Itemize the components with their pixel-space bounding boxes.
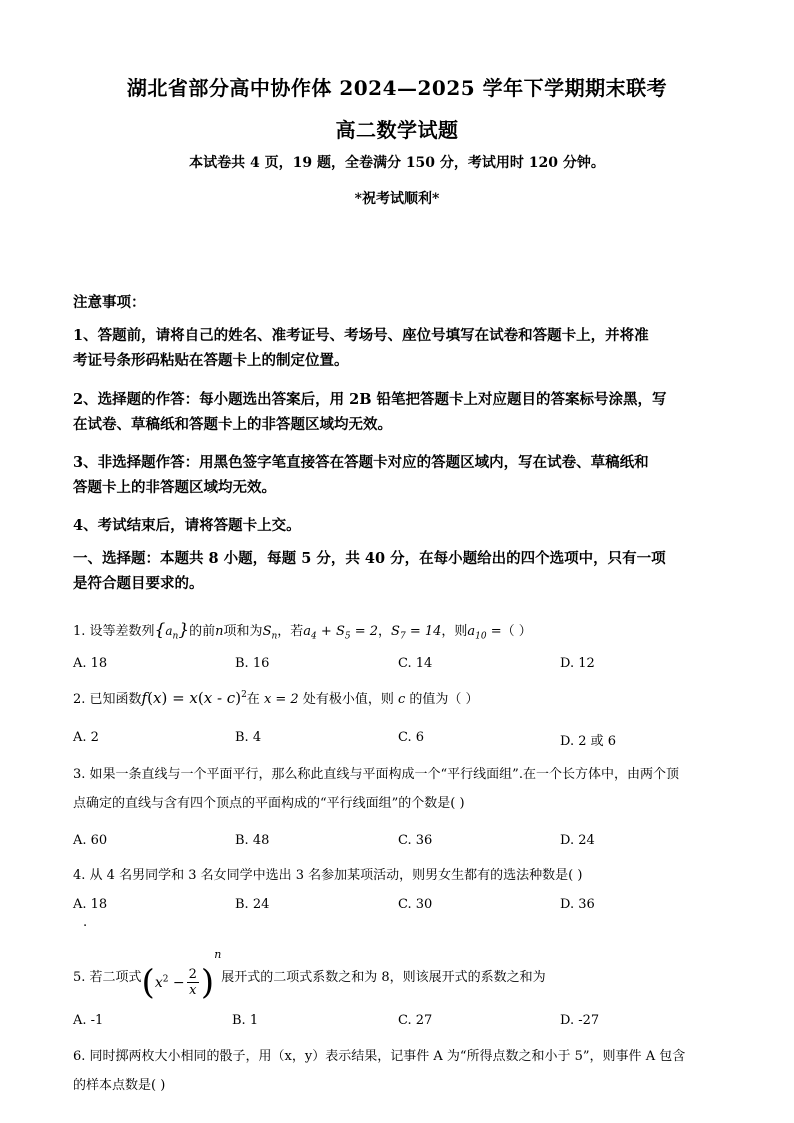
question-3-line-1: 3. 如果一条直线与一个平面平行，那么称此直线与平面构成一个“平行线面组”.在一个长方体中，由两个顶 xyxy=(73,767,679,782)
math-sn: $S_n$ xyxy=(262,624,278,642)
math-n: n xyxy=(215,624,224,639)
note-4: 4、考试结束后，请将答题卡上交。 xyxy=(73,517,301,534)
exam-wish: *祝考试顺利* xyxy=(354,191,440,207)
question-3-line-2: 点确定的直线与含有四个顶点的平面构成的“平行线面组”的个数是( ) xyxy=(73,796,465,811)
q1-option-b: B. 16 xyxy=(235,656,270,671)
section-1-heading-line-2: 是符合题目要求的。 xyxy=(73,575,204,592)
q5-option-d: D. -27 xyxy=(560,1013,600,1028)
q2-option-a: A. 2 xyxy=(73,730,99,745)
notes-heading: 注意事项： xyxy=(73,294,146,311)
q3-option-c: C. 36 xyxy=(398,833,433,848)
q4-option-a: A. 18 xyxy=(73,897,108,912)
note-2-line-1: 2、选择题的作答：每小题选出答案后，用 2B 铅笔把答题卡上对应题目的答案标号涂黑，写 xyxy=(73,391,667,408)
math-binomial: ($x^2$ − $\frac{2}{x}$ )$^n$ xyxy=(141,948,222,1003)
q5-option-a: A. -1 xyxy=(73,1013,104,1028)
note-3-line-1: 3、非选择题作答：用黑色签字笔直接答在答题卡对应的答题区域内，写在试卷、草稿纸和 xyxy=(73,454,649,471)
q2-option-b: B. 4 xyxy=(235,730,262,745)
exam-title: 湖北省部分高中协作体 2024—2025 学年下学期期末联考 xyxy=(126,76,668,100)
exam-info: 本试卷共 4 页，19 题，全卷满分 150 分，考试用时 120 分钟。 xyxy=(189,155,605,171)
math-condition-2: $S_7 = 14$ xyxy=(391,624,442,642)
question-2: 2. 已知函数f(x) = x(x - c)$^2$在 x = 2 处有极小值，则 c 的值为（ ） xyxy=(73,689,479,707)
question-1: 1. 设等差数列$\{a_n\}$的前n项和为$S_n$，若$a_4 + S_5 = 2$，$S_7 = 14$，则$a_{10}$ =（ ） xyxy=(73,620,532,642)
q1-option-d: D. 12 xyxy=(560,656,595,671)
q1-option-a: A. 18 xyxy=(73,656,108,671)
math-c: c xyxy=(393,692,410,707)
q3-option-a: A. 60 xyxy=(73,833,108,848)
note-3-line-2: 答题卡上的非答题区域均无效。 xyxy=(73,479,276,496)
sequence-symbol: $\{a_n\}$ xyxy=(154,620,190,642)
math-x-equals-2: x = 2 xyxy=(259,692,303,707)
math-condition-1: $a_4 + S_5 = 2$ xyxy=(303,624,379,642)
q4-option-c: C. 30 xyxy=(398,897,433,912)
question-5: 5. 若二项式($x^2$ − $\frac{2}{x}$ )$^n$展开式的二项式系数之和为 8，则该展开式的系数之和为 xyxy=(73,948,546,1003)
math-fraction: $\frac{2}{x}$ xyxy=(188,967,197,998)
q2-option-c: C. 6 xyxy=(398,730,425,745)
note-1-line-1: 1、答题前，请将自己的姓名、准考证号、考场号、座位号填写在试卷和答题卡上，并将准 xyxy=(73,327,649,344)
q2-option-d: D. 2 或 6 xyxy=(560,734,617,749)
exam-subtitle: 高二数学试题 xyxy=(335,118,459,142)
note-1-line-2: 考证号条形码粘贴在答题卡上的制定位置。 xyxy=(73,352,349,369)
q5-option-c: C. 27 xyxy=(398,1013,433,1028)
q3-option-b: B. 48 xyxy=(235,833,270,848)
math-a10: $a_{10}$ = xyxy=(467,624,502,642)
q4-option-b: B. 24 xyxy=(235,897,270,912)
math-function: f(x) = x(x - c)$^2$ xyxy=(141,689,247,707)
q1-option-c: C. 14 xyxy=(398,656,433,671)
question-6-line-1: 6. 同时掷两枚大小相同的骰子，用（x，y）表示结果，记事件 A 为“所得点数之和小于 5”，则事件 A 包含 xyxy=(73,1049,686,1064)
question-6-line-2: 的样本点数是( ) xyxy=(73,1078,166,1093)
section-1-heading-line-1: 一、选择题：本题共 8 小题，每题 5 分，共 40 分，在每小题给出的四个选项中，只有一项 xyxy=(73,550,666,567)
q3-option-d: D. 24 xyxy=(560,833,595,848)
question-4: 4. 从 4 名男同学和 3 名女同学中选出 3 名参加某项活动，则男女生都有的选法种数是( ) xyxy=(73,868,583,883)
stray-mark: . xyxy=(83,915,88,930)
q4-option-d: D. 36 xyxy=(560,897,595,912)
q5-option-b: B. 1 xyxy=(232,1013,259,1028)
note-2-line-2: 在试卷、草稿纸和答题卡上的非答题区域均无效。 xyxy=(73,416,392,433)
